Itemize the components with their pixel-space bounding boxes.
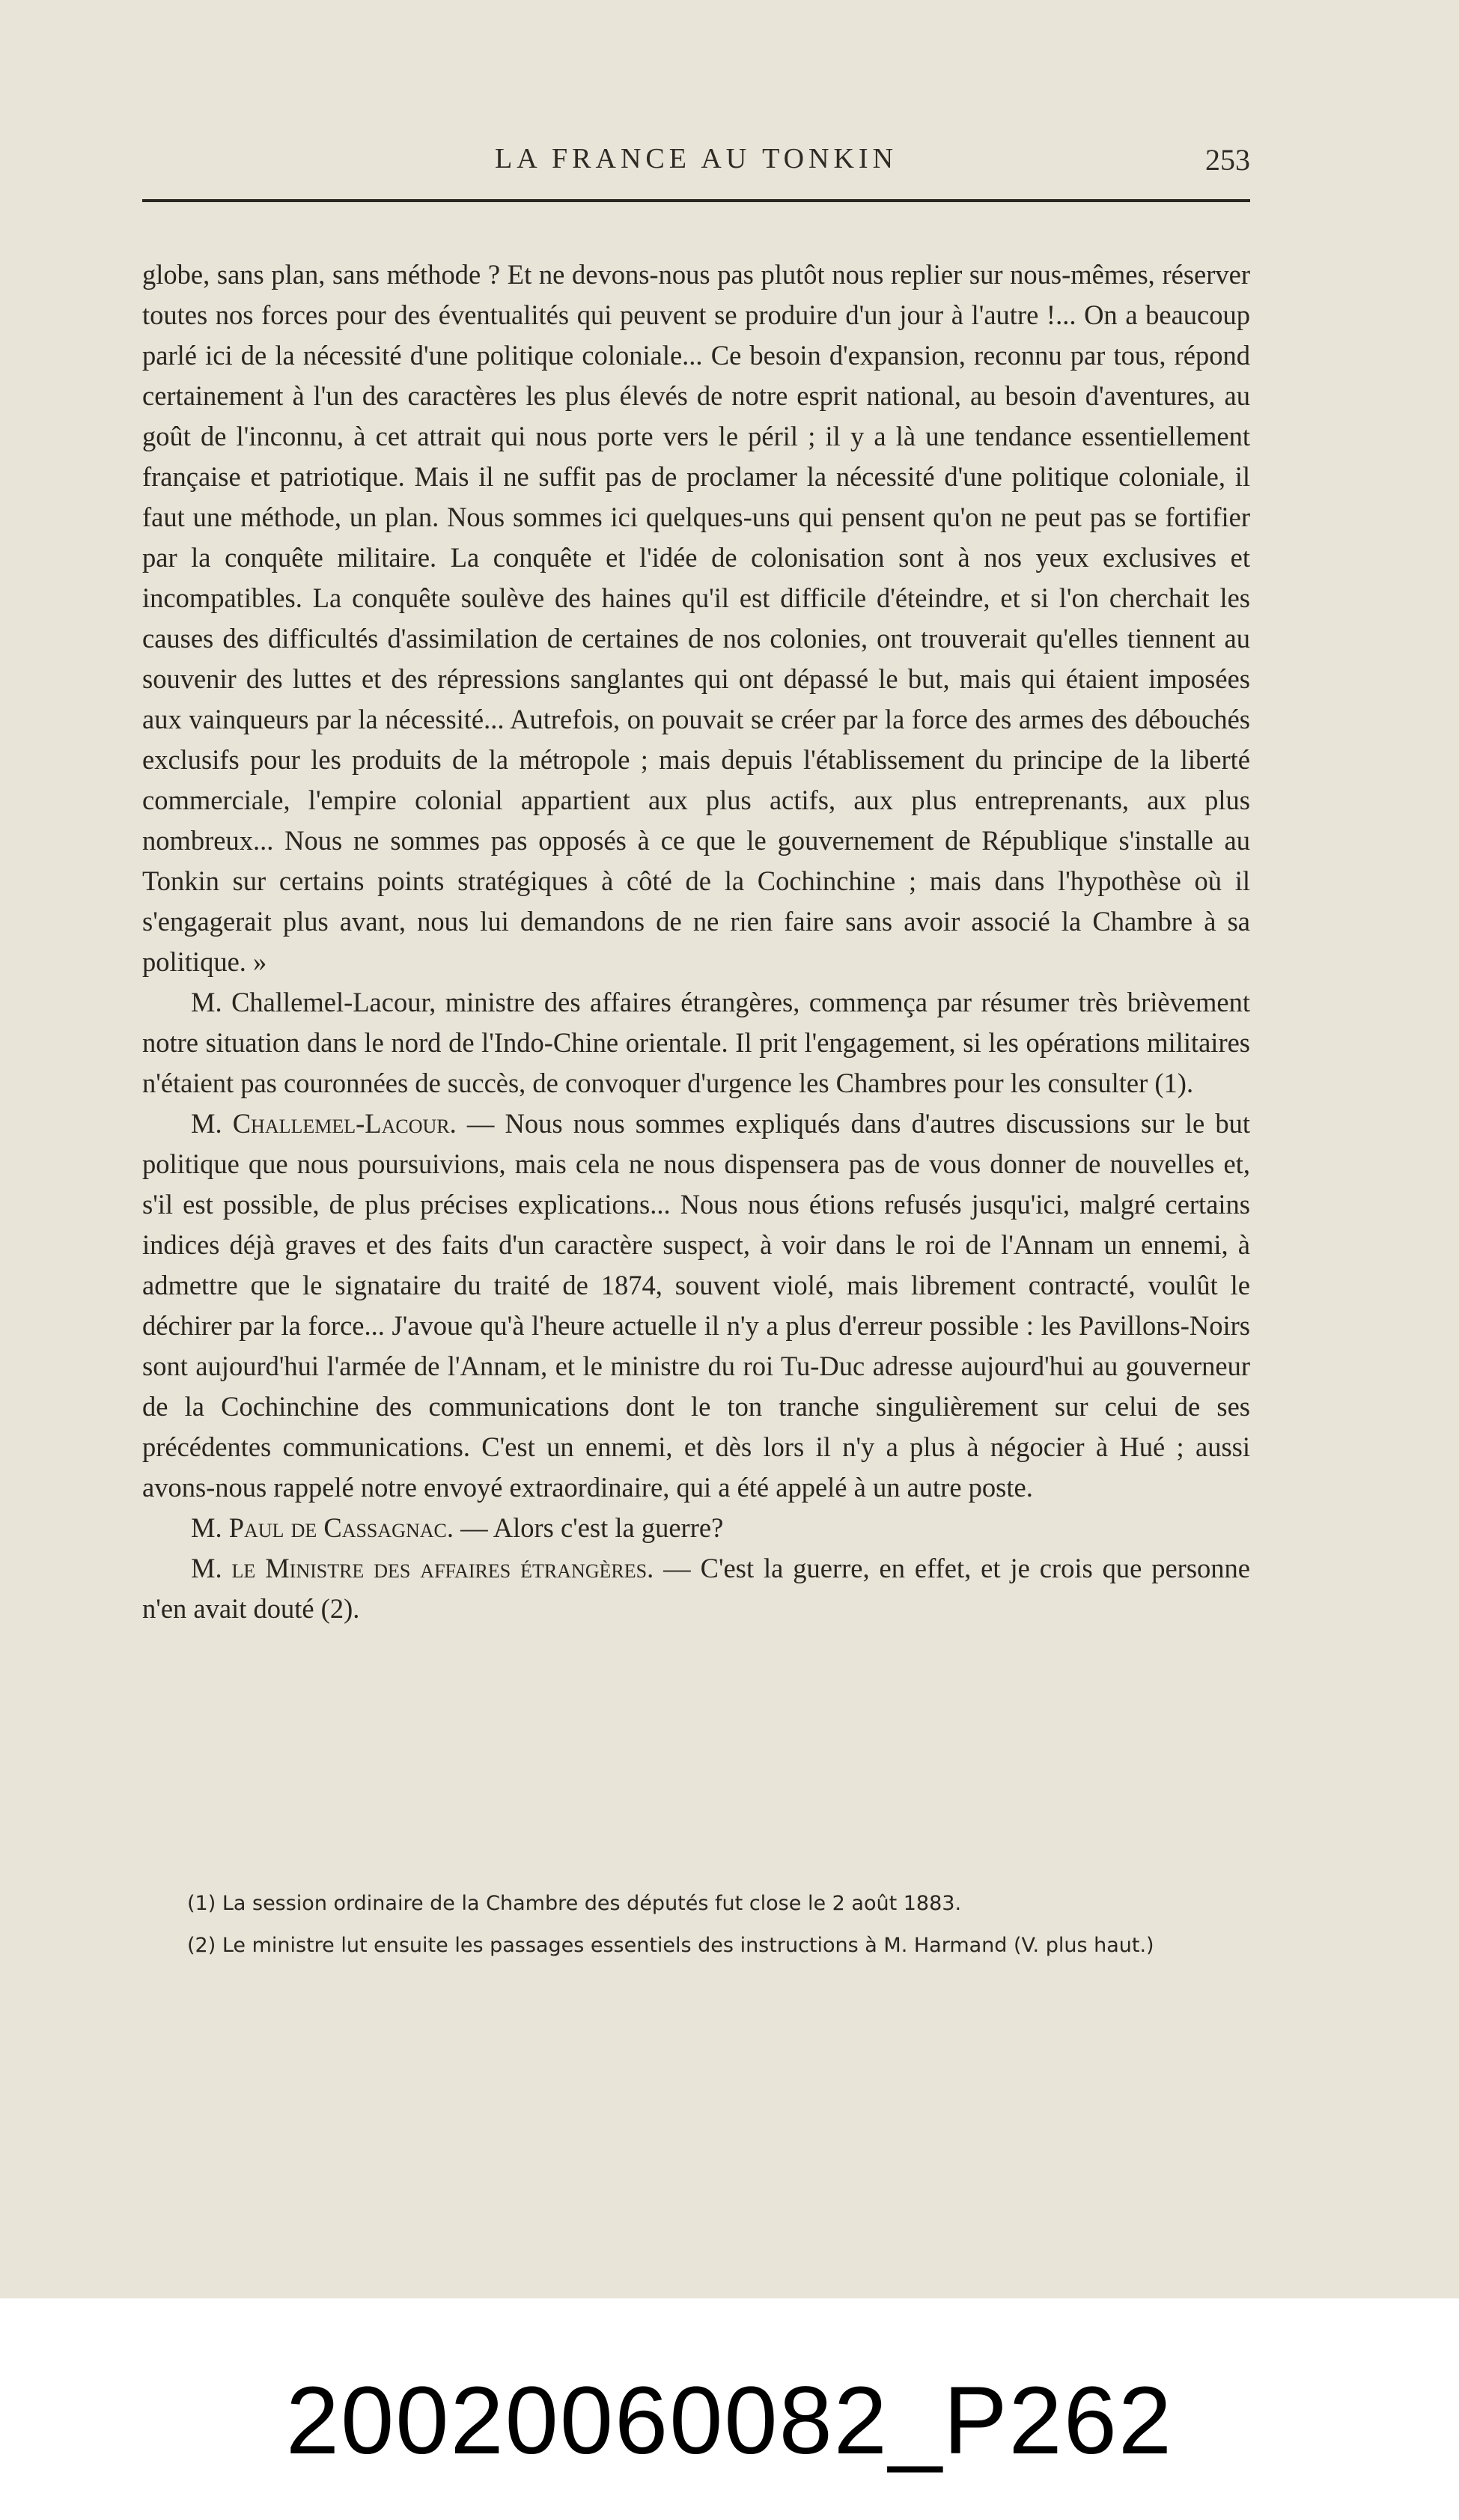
speech-ministre: — C'est la guerre, en effet, et je crois que personne n'en avait douté (2).	[142, 1553, 1250, 1624]
running-title: LA FRANCE AU TONKIN	[494, 143, 898, 174]
paragraph-3	[142, 1104, 1250, 1508]
speaker-paul-de-cassagnac: M. Paul de Cassagnac.	[191, 1512, 454, 1543]
page-number: 253	[1205, 143, 1250, 177]
paragraph-2: M. Challemel-Lacour, ministre des affaires étrangères, commença par résumer très brièvement notre situation dans le nord de l'Indo-Chine orientale. Il prit l'engagement, si les opérations militaires n'étaient pas couronnées de succès, de convoquer d'urgence les Chambres pour les consulter (1).	[142, 987, 1250, 1098]
page-header	[142, 142, 1250, 180]
paragraph-4	[142, 1508, 1250, 1548]
paragraph-5	[142, 1548, 1250, 1629]
speaker-challemel-lacour: M. Challemel-Lacour.	[191, 1108, 457, 1139]
header-rule	[142, 199, 1250, 202]
footnotes	[142, 1887, 1250, 1963]
scan-id-label: 20020060082_P262	[285, 2367, 1174, 2474]
speech-challemel-lacour: — Nous nous sommes expliqués dans d'autres discussions sur le but politique que nous poursuivions, mais cela ne nous dispensera pas de vous donner de nouvelles et, s'il est possible, de plus précises explications... Nous nous étions refusés jusqu'ici, malgré certains indices déjà graves et des faits d'un caractère suspect, à voir dans le roi de l'Annam un ennemi, à admettre que le signataire du traité de 1874, souvent violé, mais librement contracté, voulût le déchirer par la force... J'avoue qu'à l'heure actuelle il n'y a plus d'erreur possible : les Pavillons-Noirs sont aujourd'hui l'armée de l'Annam, et le ministre du roi Tu-Duc adresse aujourd'hui au gouverneur de la Cochinchine des communications dont le ton tranche singulièrement sur celui de ses précédentes communications. C'est un ennemi, et dès lors il n'y a plus à négocier à Hué ; aussi avons-nous rappelé notre envoyé extraordinaire, qui a été appelé à un autre poste.	[142, 1108, 1250, 1503]
footnote-2: (2) Le ministre lut ensuite les passages essentiels des instructions à M. Harmand (V. plus haut.)	[187, 1934, 1154, 1957]
speaker-ministre: M. le Ministre des affaires étrangères.	[191, 1553, 654, 1583]
speech-paul-de-cassagnac: — Alors c'est la guerre?	[453, 1512, 724, 1543]
footnote-1: (1) La session ordinaire de la Chambre des députés fut close le 2 août 1883.	[187, 1892, 962, 1915]
paragraph-1: globe, sans plan, sans méthode ? Et ne devons-nous pas plutôt nous replier sur nous-mêmes, réserver toutes nos forces pour des éventualités qui peuvent se produire d'un jour à l'autre !... On a beaucoup parlé ici de la nécessité d'une politique coloniale... Ce besoin d'expansion, reconnu par tous, répond certainement à l'un des caractères les plus élevés de notre esprit national, au besoin d'aventures, au goût de l'inconnu, à cet attrait qui nous porte vers le péril ; il y a là une tendance essentiellement française et patriotique. Mais il ne suffit pas de proclamer la nécessité d'une politique coloniale, il faut une méthode, un plan. Nous sommes ici quelques-uns qui pensent qu'on ne peut pas se fortifier par la conquête militaire. La conquête et l'idée de colonisation sont à nos yeux exclusives et incompatibles. La conquête soulève des haines qu'il est difficile d'éteindre, et si l'on cherchait les causes des difficultés d'assimilation de certaines de nos colonies, ont trouverait qu'elles tiennent au souvenir des luttes et des répressions sanglantes qui ont dépassé le but, mais qui étaient imposées aux vainqueurs par la nécessité... Autrefois, on pouvait se créer par la force des armes des débouchés exclusifs pour les produits de la métropole ; mais depuis l'établissement du principe de la liberté commerciale, l'empire colonial appartient aux plus actifs, aux plus entreprenants, aux plus nombreux... Nous ne sommes pas opposés à ce que le gouvernement de République s'installe au Tonkin sur certains points stratégiques à côté de la Cochinchine ; mais dans l'hypothèse où il s'engagerait plus avant, nous lui demandons de ne rien faire sans avoir associé la Chambre à sa politique. »	[142, 259, 1250, 977]
body-text	[142, 255, 1250, 1629]
